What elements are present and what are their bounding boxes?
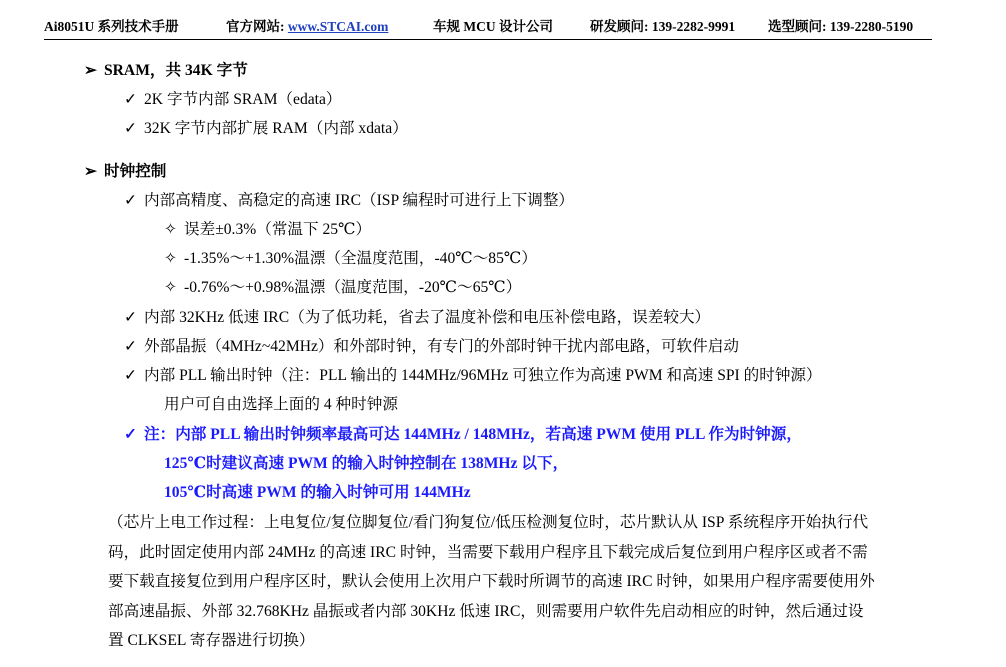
list-item [124,337,739,357]
pll-note-line-2: 125℃时建议高速 PWM 的输入时钟控制在 138MHz 以下， [164,455,569,472]
irc-drift-full: -1.35%～+1.30%温漂（全温度范围，-40℃～85℃） [184,250,537,267]
list-item [164,220,371,240]
site-label-text: 官方网站: [226,19,285,34]
list-item [164,249,537,269]
clock-section-heading [84,162,166,182]
check-icon: ✓ [124,91,138,108]
check-icon: ✓ [124,367,138,384]
rd-contact: 研发顾问: 139-2282-9991 [590,19,736,34]
irc-drift-partial: -0.76%～+0.98%温漂（温度范围，-20℃～65℃） [184,279,522,296]
paragraph-line: 码，此时固定使用内部 24MHz 的高速 IRC 时钟，当需要下载用户程序且下载完成后复位到用户程序区或者不需 [108,543,868,561]
list-item [124,191,574,211]
diamond-icon: ✧ [164,221,178,238]
sram-title: SRAM，共 34K 字节 [104,62,248,79]
check-icon: ✓ [124,192,138,209]
paragraph-line: 要下载直接复位到用户程序区时，默认会使用上次用户下载时所调节的高速 IRC 时钟，如果用户程序需要使用外 [108,573,875,590]
diamond-icon: ✧ [164,279,178,296]
irc-high-speed: 内部高精度、高稳定的高速 IRC（ISP 编程时可进行上下调整） [144,192,575,209]
pll-clock-continuation: 用户可自由选择上面的 4 种时钟源 [164,396,398,413]
irc-low-speed: 内部 32KHz 低速 IRC（为了低功耗，省去了温度补偿和电压补偿电路，误差较大） [144,309,711,326]
check-icon: ✓ [124,426,138,443]
power-on-paragraph [108,508,932,656]
check-icon: ✓ [124,120,138,137]
paragraph-line: 部高速晶振、外部 32.768KHz 晶振或者内部 30KHz 低速 IRC，则需要用户软件先启动相应的时钟，然后通过设 [108,602,864,620]
page-header [44,17,932,40]
paragraph-line: （芯片上电工作过程：上电复位/复位脚复位/看门狗复位/低压检测复位时，芯片默认从 ISP 系统程序开始执行代 [108,514,869,531]
irc-accuracy: 误差±0.3%（常温下 25℃） [184,221,372,238]
list-item [164,278,521,298]
sram-section-heading [84,61,248,81]
manual-title: Ai8051U 系列技术手册 [44,19,179,34]
list-item [124,366,822,386]
check-icon: ✓ [124,309,138,326]
paragraph-line: 置 CLKSEL 寄存器进行切换） [108,632,315,649]
sram-item-xdata: 32K 字节内部扩展 RAM（内部 xdata） [144,120,408,137]
section-arrow-icon: ➢ [84,62,98,79]
pll-note [124,425,802,445]
external-clock: 外部晶振（4MHz~42MHz）和外部时钟，有专门的外部时钟干扰内部电路，可软件启动 [144,338,739,355]
site-link[interactable]: www.STCAI.com [287,19,389,34]
list-item [124,308,710,328]
check-icon: ✓ [124,338,138,355]
section-arrow-icon: ➢ [84,163,98,180]
list-item [124,90,342,110]
selection-contact: 选型顾问: 139-2280-5190 [768,19,914,34]
sram-item-edata: 2K 字节内部 SRAM（edata） [144,91,342,108]
pll-clock: 内部 PLL 输出时钟（注：PLL 输出的 144MHz/96MHz 可独立作为高速 PWM 和高速 SPI 的时钟源） [144,367,822,384]
list-item [124,119,408,139]
site-label [226,17,388,37]
pll-note-line-3: 105℃时高速 PWM 的输入时钟可用 144MHz [164,484,471,501]
pll-note-line-1: 注：内部 PLL 输出时钟频率最高可达 144MHz / 148MHz，若高速 PWM 使用 PLL 作为时钟源， [144,426,802,443]
clock-title: 时钟控制 [104,163,167,180]
company-tagline: 车规 MCU 设计公司 [433,19,553,34]
diamond-icon: ✧ [164,250,178,267]
